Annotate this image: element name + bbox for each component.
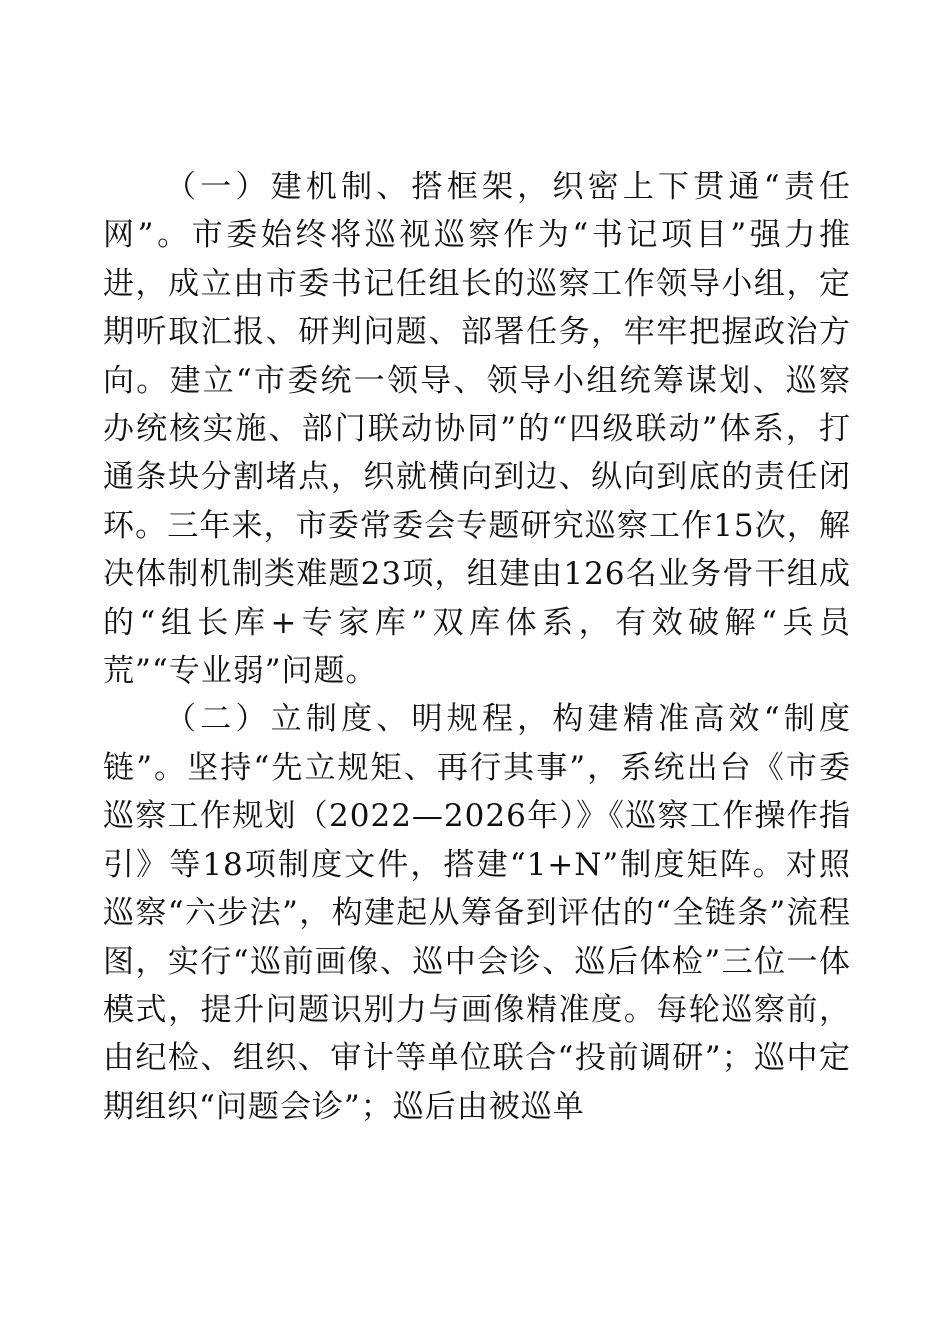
paragraph-2: （二）立制度、明规程，构建精准高效“制度链”。坚持“先立规矩、再行其事”，系统出台《市委巡察工作规划（2022—2026年）》《巡察工作操作指引》等18项制度文件，搭建“1+N”制度矩阵。对照巡察“六步法”，构建起从筹备到评估的“全链条”流程图，实行“巡前画像、巡中会诊、巡后体检”三位一体模式，提升问题识别力与画像精准度。每轮巡察前，由纪检、组织、审计等单位联合“投前调研”；巡中定期组织“问题会诊”；巡后由被巡单 — [103, 701, 851, 1125]
paragraph-1: （一）建机制、搭框架，织密上下贯通“责任网”。市委始终将巡视巡察作为“书记项目”强力推进，成立由市委书记任组长的巡察工作领导小组，定期听取汇报、研判问题、部署任务，牢牢把握政治方向。建立“市委统一领导、领导小组统筹谋划、巡察办统核实施、部门联动协同”的“四级联动”体系，打通条块分割堵点，织就横向到边、纵向到底的责任闭环。三年来，市委常委会专题研究巡察工作15次，解决体制机制类难题23项，组建由126名业务骨干组成的“组长库+专家库”双库体系，有效破解“兵员荒”“专业弱”问题。 — [103, 169, 851, 690]
document-body — [103, 163, 851, 1131]
